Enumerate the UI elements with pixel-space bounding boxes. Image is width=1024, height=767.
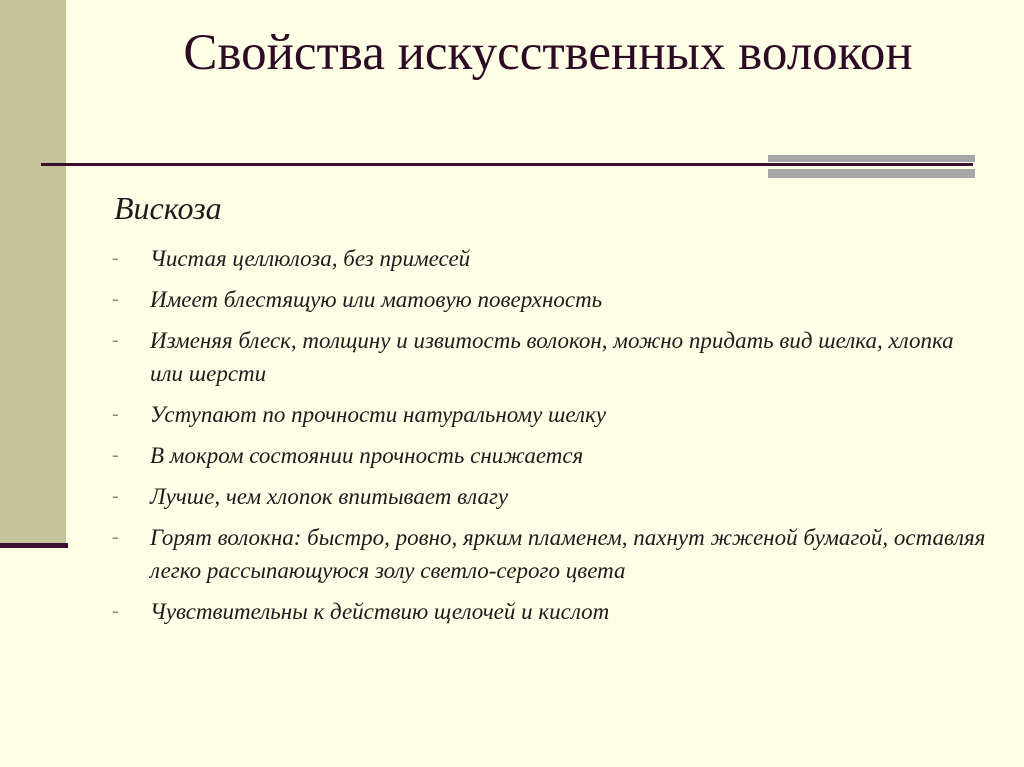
side-decor-band [0,0,66,547]
bullet-text: Чувствительны к действию щелочей и кислот [150,599,610,624]
bullet-text: Уступают по прочности натуральному шелку [150,402,607,427]
bullet-marker: - [112,329,119,351]
bullet-text: В мокром состоянии прочность снижается [150,443,584,468]
bullet-list [110,242,990,628]
bullet-marker: - [112,444,119,466]
side-decor-line [0,543,68,548]
bullet-item [110,242,990,275]
bullet-item [110,521,990,587]
bullet-marker: - [112,526,119,548]
bullet-text: Чистая целлюлоза, без примесей [150,246,471,271]
section-heading: Вискоза [114,190,222,226]
bullet-text: Горят волокна: быстро, ровно, ярким пламенем, пахнут жженой бумагой, оставляя легко рассыпающуюся золу светло-серого цвета [150,525,986,583]
bullet-item [110,324,990,390]
bullet-marker: - [112,600,119,622]
bullet-item [110,595,990,628]
slide-title: Свойства искусственных волокон [183,25,913,81]
slide-body [110,188,990,636]
bullet-item [110,480,990,513]
bullet-item [110,398,990,431]
bullet-item [110,439,990,472]
bullet-marker: - [112,403,119,425]
bullet-marker: - [112,247,119,269]
bullet-text: Изменяя блеск, толщину и извитость волокон, можно придать вид шелка, хлопка или шерсти [150,328,954,386]
divider-accent-bar-top [768,155,975,162]
bullet-text: Лучше, чем хлопок впитывает влагу [150,484,509,509]
divider-accent-bar-bottom [768,169,975,178]
bullet-marker: - [112,485,119,507]
bullet-marker: - [112,288,119,310]
divider-accent [768,155,975,179]
bullet-text: Имеет блестящую или матовую поверхность [150,287,603,312]
bullet-item [110,283,990,316]
